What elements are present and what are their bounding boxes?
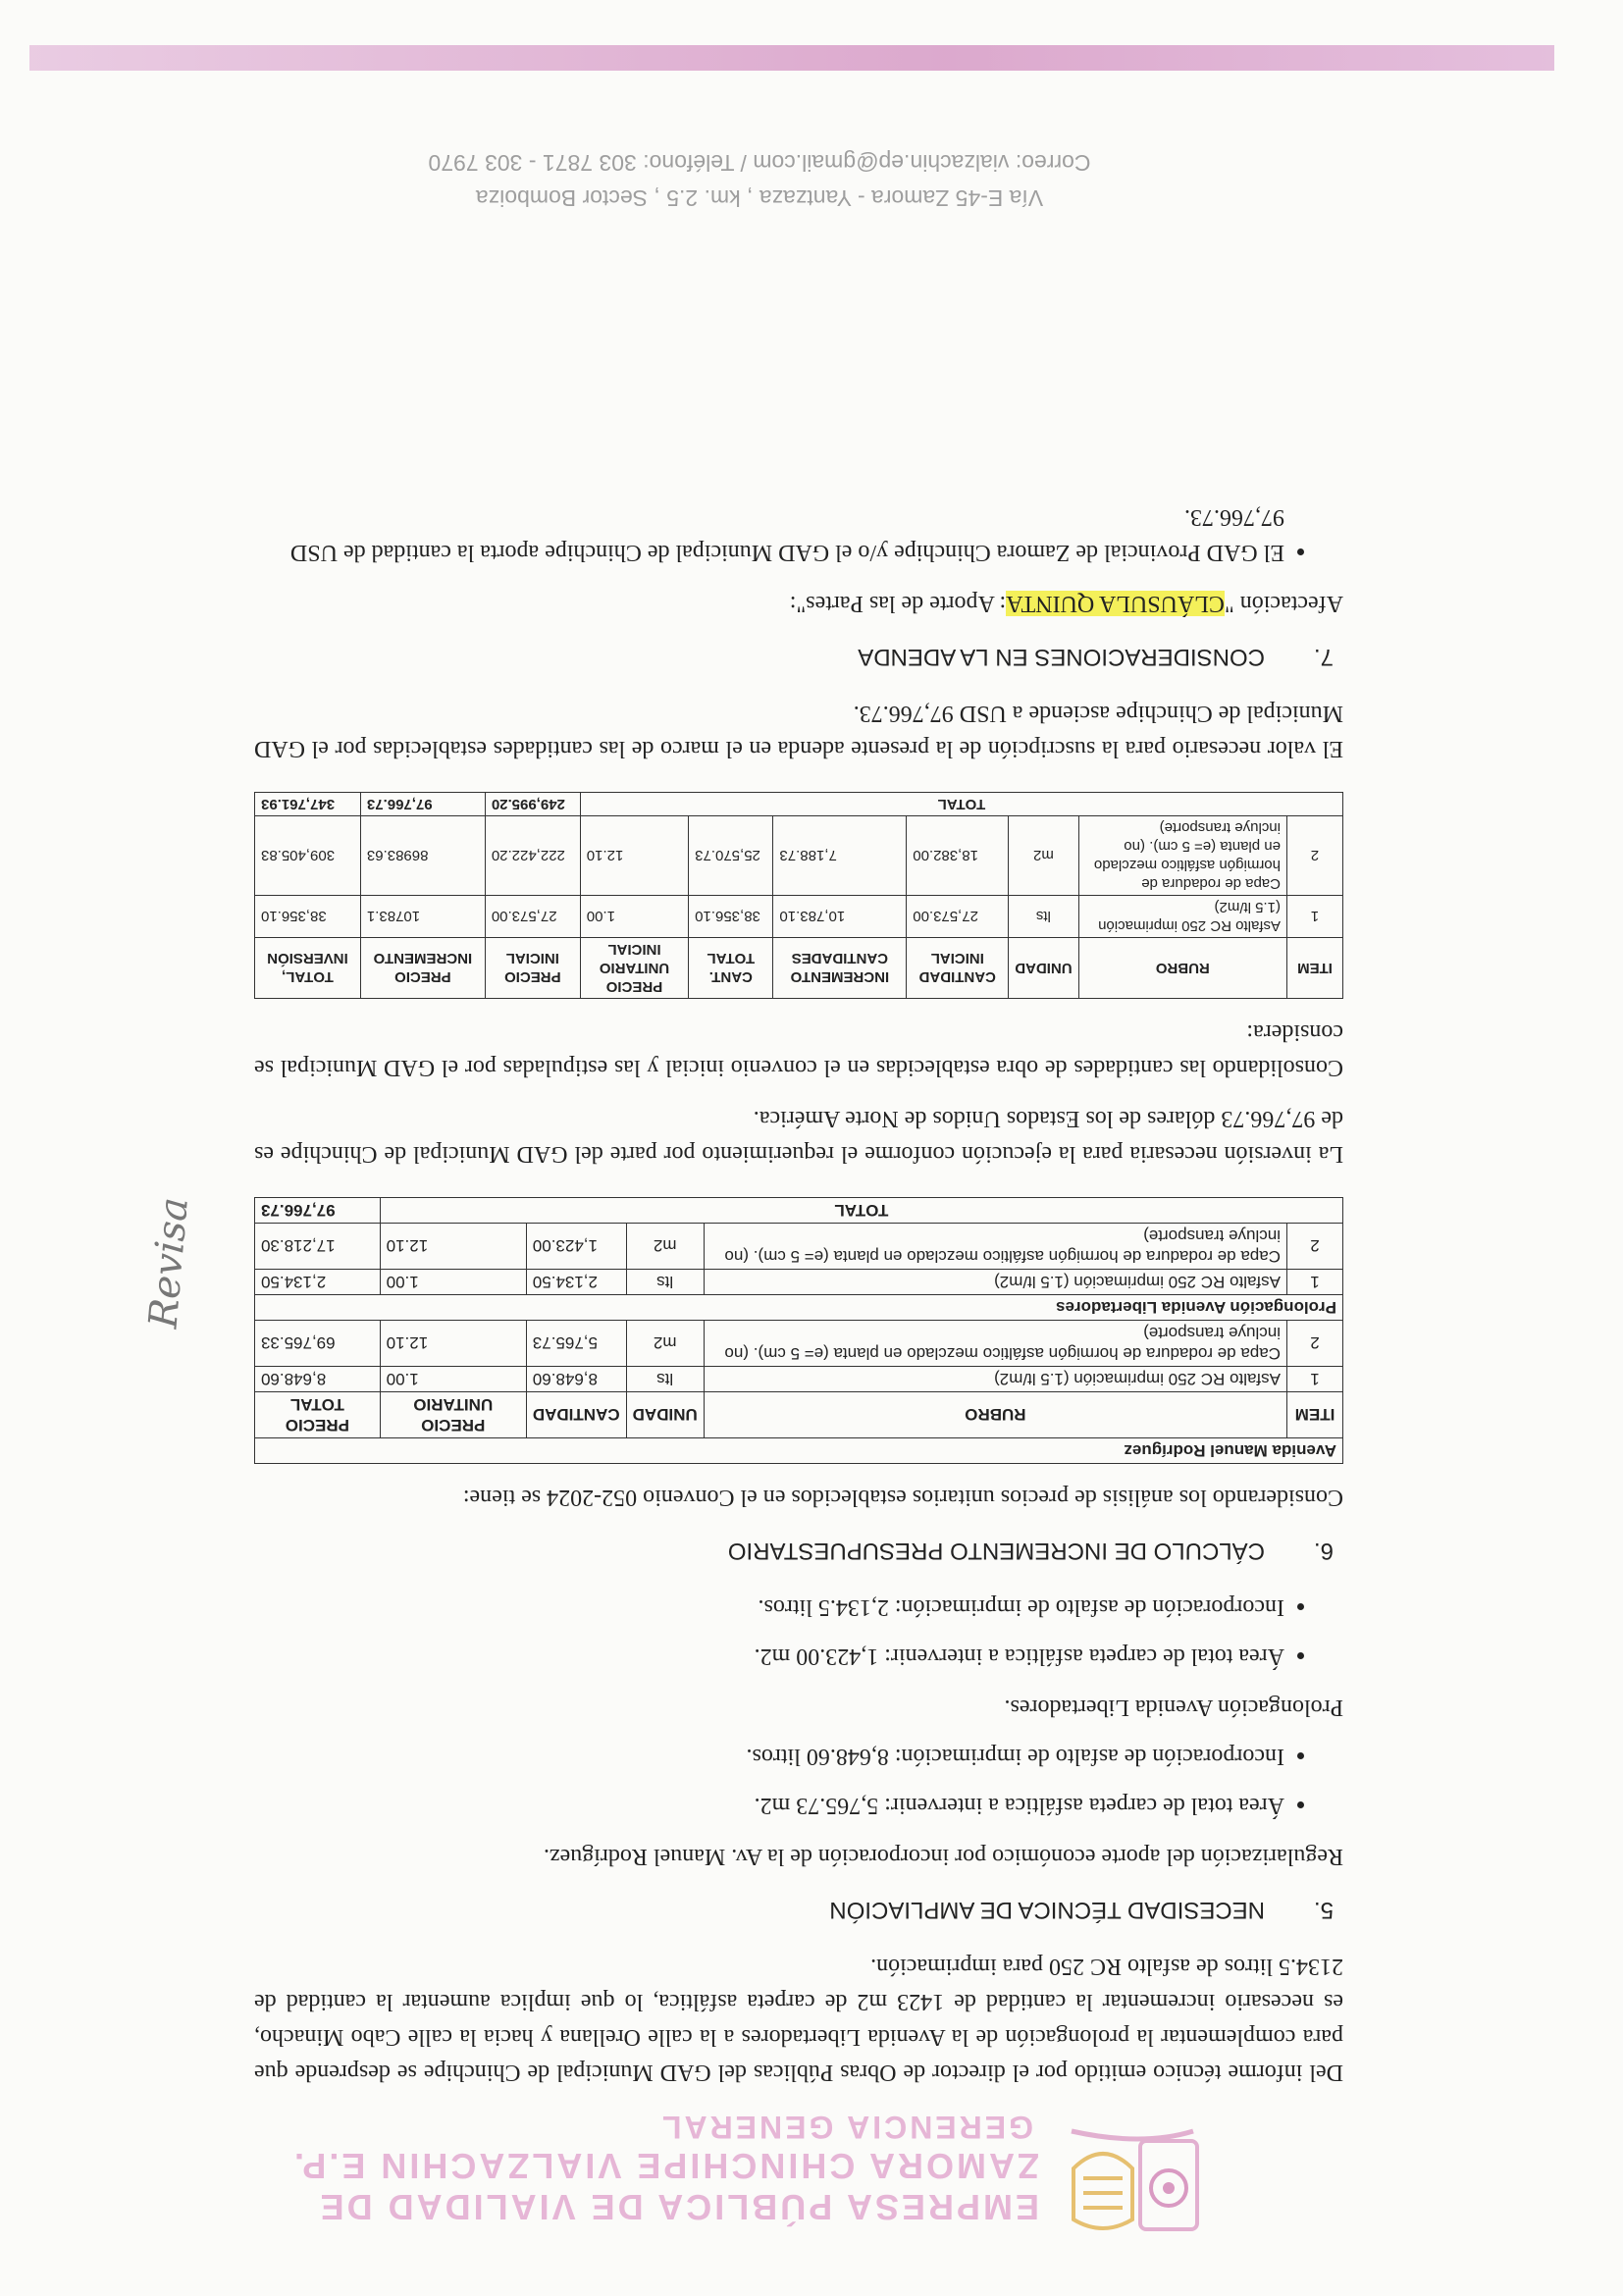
table-row: 2 Capa de rodadura de hormigón asfáltico mezclado en planta (e= 5 cm). (no incluye transporte) m2 5,765.73 12.10 69,765.33 (255, 1321, 1343, 1367)
s5-paragraph-2: Prolongación Avenida Libertadores. (1004, 1695, 1343, 1720)
intro-paragraph: Del informe técnico emitido por el director de Obras Públicas del GAD Municipal de Chinchipe se desprende que para complementar la prolongación de la Avenida Libertadores a la calle Orellana y hacia la calle Cabo Minacho, es necesario incrementar la cantidad de 1423 m2 de carpeta asfáltica, lo que implica aumentar la cantidad de 2134.5 litros de asfalto RC 250 para imprimación. (254, 1954, 1343, 2085)
company-name-line-1: EMPRESA PÚBLICA DE VIALIDAD DE (317, 2187, 1039, 2227)
handwritten-annotation: Revisa (140, 1195, 197, 1331)
table-header: PRECIO INICIAL (485, 938, 580, 999)
table-header: UNIDAD (626, 1392, 704, 1438)
list-item: • Área total de carpeta asfáltica a intervenir: 1,423.00 m2. (254, 1639, 1284, 1674)
company-department: GERENCIA GENERAL (658, 2110, 1033, 2145)
table-header: CANTIDAD (526, 1392, 626, 1438)
footer-address: Vía E-45 Zamora - Yantzaza , km. 2.5 , Sector Bomboiza (475, 185, 1044, 211)
consolidated-quantities-table (254, 792, 1343, 999)
s7-list (254, 499, 1343, 570)
s5-paragraph-1: Regularización del aporte económico por incorporación de la Av. Manuel Rodríguez. (543, 1844, 1343, 1869)
table-header: PRECIO TOTAL (255, 1392, 381, 1438)
table-section-label: Prolongación Avenida Libertadores (255, 1295, 1343, 1321)
table-row: 2 Capa de rodadura de hormigón asfáltico mezclado en planta (e= 5 cm). (no incluye transporte) m2 1,423.00 12.10 17,218.30 (255, 1224, 1343, 1270)
company-name-line-2: ZAMORA CHINCHIPE VIALZACHIN E.P. (290, 2146, 1039, 2186)
document-body (254, 486, 1343, 2090)
page-footer (318, 145, 1201, 216)
s6-paragraph-1: Considerando los análisis de precios unitarios establecidos en el Convenio 052-2024 se tiene: (462, 1485, 1343, 1510)
table-header: INCREMENTO CANTIDADES (773, 938, 907, 999)
section-6-heading: 6.CÁLCULO DE INCREMENTO PRESUPUESTARIO (727, 1538, 1334, 1564)
table-header: CANT. TOTAL (689, 938, 773, 999)
table-header: RUBRO (1078, 938, 1286, 999)
table-row: 1 Asfalto RC 250 imprimación (1.5 lt/m2) lts 27,573.00 10,783.10 38,356.10 1.00 27,573.00 10783.1 38,356.10 (255, 896, 1343, 938)
section-7-heading: 7.CONSIDERACIONES EN LA ADENDA (858, 644, 1334, 670)
table-row: 1 Asfalto RC 250 imprimación (1.5 lt/m2) lts 8,648.60 1.00 8,648.60 (255, 1367, 1343, 1392)
table-header: ITEM (1287, 1392, 1343, 1438)
list-item: • Incorporación de asfalto de imprimación: 8,648.60 litros. (254, 1739, 1284, 1774)
table-total-row: TOTAL 249,995.20 97,766.73 347,761.93 (255, 793, 1343, 816)
table-header: TOTAL, INVERSIÓN (255, 938, 361, 999)
list-item: • Incorporación de asfalto de imprimación: 2,134.5 litros. (254, 1590, 1284, 1625)
table-section-label: Avenida Manuel Rodríguez (255, 1438, 1343, 1464)
table-header: PRECIO UNITARIO (380, 1392, 526, 1438)
table-header: PRECIO UNITARIO INICIAL (580, 938, 688, 999)
section-5-heading: 5.NECESIDAD TÉCNICA DE AMPLIACIÓN (829, 1897, 1334, 1923)
table-header: ITEM (1287, 938, 1343, 999)
budget-increment-table (254, 1197, 1343, 1464)
s5-list-2 (254, 1590, 1343, 1674)
list-item: • Área total de carpeta asfáltica a intervenir: 5,765.73 m2. (254, 1788, 1284, 1823)
table-header: RUBRO (704, 1392, 1286, 1438)
table-header: PRECIO INCREMENTO (360, 938, 485, 999)
table-row: 1 Asfalto RC 250 imprimación (1.5 lt/m2) lts 2,134.50 1.00 2,134.50 (255, 1270, 1343, 1295)
table-header: CANTIDAD INICIAL (907, 938, 1009, 999)
s5-list-1 (254, 1739, 1343, 1823)
s6-paragraph-4: El valor necesario para la suscripción de la presente adenda en el marco de las cantidades establecidas por el GAD Municipal de Chinchipe asciende a USD 97,766.73. (254, 701, 1343, 761)
footer-contact: Correo: vialzachin.ep@gmail.com / Teléfono: 303 7871 - 303 7970 (428, 150, 1091, 176)
letterhead (171, 2110, 1191, 2237)
list-item: • El GAD Provincial de Zamora Chinchipe y/o el GAD Municipal de Chinchipe aporta la cantidad de USD 97,766.73. (254, 499, 1284, 570)
table-total-row: TOTAL 97,766.73 (255, 1198, 1343, 1224)
s6-paragraph-2: La inversión necesaria para la ejecución conforme el requerimiento por parte del GAD Municipal de Chinchipe es de 97,766.73 dólares de los Estados Unidos de Norte América. (254, 1106, 1343, 1167)
highlighted-clause: CLÁUSULA QUINTA (1006, 591, 1225, 616)
company-logo-icon (1064, 2119, 1201, 2237)
s7-paragraph-1: Afectación "CLÁUSULA QUINTA: Aporte de las Partes": (789, 591, 1343, 616)
table-row: 2 Capa de rodadura de hormigón asfáltico mezclado en planta (e= 5 cm). (no incluye transporte) m2 18,382.00 7,188.73 25,570.73 12.10 222,422.20 86983.63 309,405.83 (255, 816, 1343, 896)
decorative-top-bar (29, 45, 1554, 71)
s6-paragraph-3: Consolidando las cantidades de obra establecidas en el convenio inicial y las estipuladas por el GAD Municipal se considera: (254, 1019, 1343, 1080)
table-header: UNIDAD (1009, 938, 1078, 999)
